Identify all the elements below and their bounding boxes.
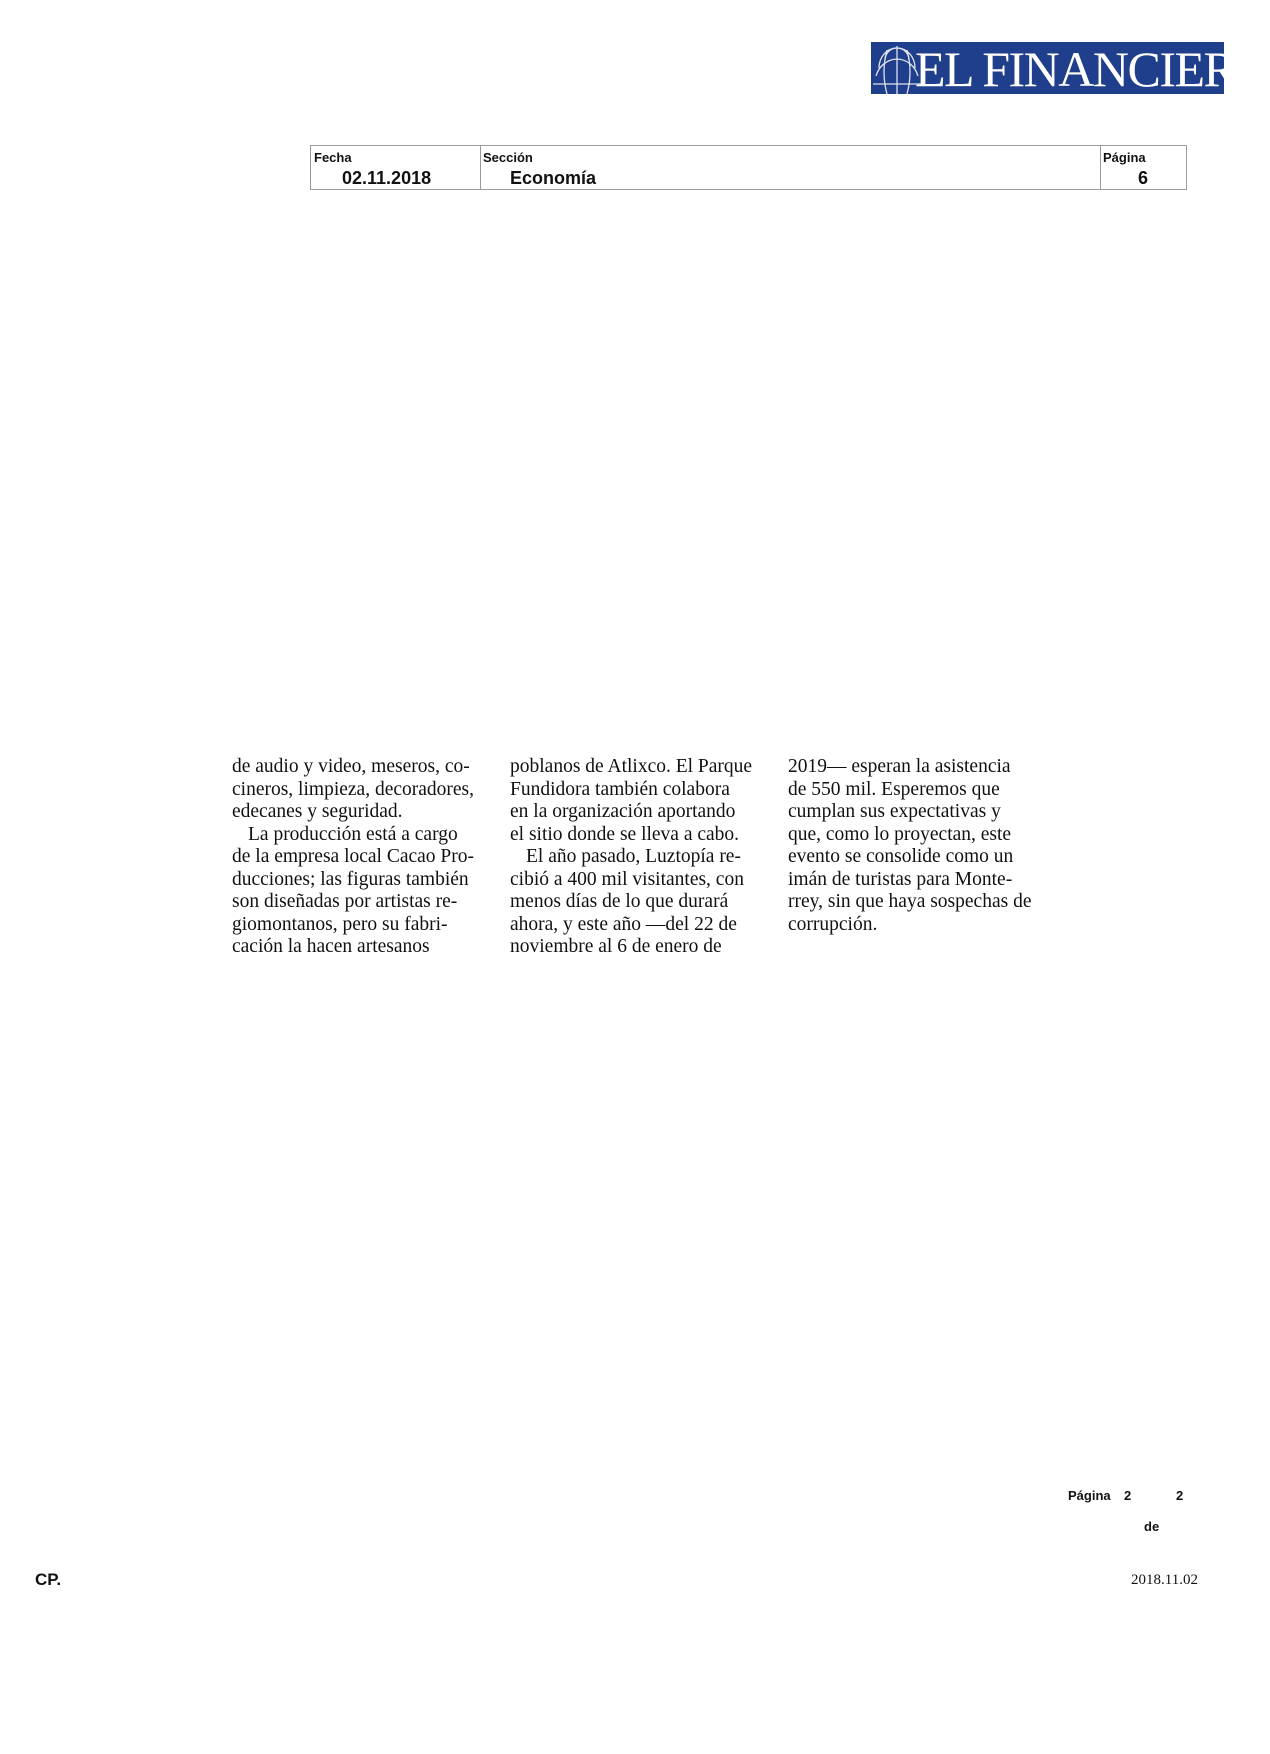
footer-page-current: 2 (1124, 1488, 1132, 1503)
article-line: son diseñadas por artistas re- (232, 891, 458, 912)
logo-wordmark: EL FINANCIERO (915, 41, 1270, 97)
article-line: cación la hacen artesanos (232, 936, 430, 957)
article-line: cumplan sus expectativas y (788, 801, 1001, 822)
cp-mark: CP. (35, 1570, 62, 1589)
article-line: cineros, limpieza, decoradores, (232, 778, 475, 800)
article-column-1 (232, 756, 500, 959)
article-line: el sitio donde se lleva a cabo. (510, 823, 740, 845)
article-line: de la empresa local Cacao Pro- (232, 846, 475, 867)
article-line: corrupción. (788, 913, 878, 935)
article-line: de audio y video, meseros, co- (232, 756, 470, 777)
footer-page-label: Página (1068, 1488, 1111, 1503)
footer-page-of: de (1144, 1519, 1160, 1534)
article-line: giomontanos, pero su fabri- (232, 913, 448, 935)
seccion-value: Economía (510, 168, 597, 188)
footer-page-total: 2 (1176, 1488, 1184, 1503)
article-line: El año pasado, Luztopía re- (526, 846, 741, 867)
article-line: cibió a 400 mil visitantes, con (510, 868, 744, 890)
fecha-value: 02.11.2018 (342, 168, 432, 188)
article-line: 2019— esperan la asistencia (788, 756, 1011, 777)
fecha-cell (311, 146, 481, 189)
article-line: menos días de lo que durará (510, 891, 729, 912)
article-line: imán de turistas para Monte- (788, 868, 1013, 890)
article-line: que, como lo proyectan, este (788, 823, 1012, 845)
el-financiero-logo (871, 41, 1270, 97)
article-line: rrey, sin que haya sospechas de (788, 891, 1032, 912)
fecha-label: Fecha (314, 150, 352, 165)
pagina-label: Página (1103, 150, 1146, 165)
print-date: 2018.11.02 (1131, 1572, 1198, 1588)
clipping-header (310, 145, 1187, 190)
article-line: evento se consolide como un (788, 846, 1014, 867)
article-column-3 (788, 756, 1056, 936)
article-line: La producción está a cargo (248, 823, 458, 845)
article-line: ducciones; las figuras también (232, 868, 469, 890)
article-line: ahora, y este año —del 22 de (510, 913, 737, 935)
seccion-label: Sección (483, 150, 533, 165)
seccion-cell (480, 146, 1101, 189)
pagina-value: 6 (1138, 168, 1149, 188)
article-line: Fundidora también colabora (510, 778, 730, 800)
pagina-cell (1100, 146, 1186, 189)
article-line: poblanos de Atlixco. El Parque (510, 756, 753, 777)
article-line: en la organización aportando (510, 801, 736, 822)
article-column-2 (510, 756, 778, 959)
article-line: de 550 mil. Esperemos que (788, 778, 1000, 800)
article-line: edecanes y seguridad. (232, 801, 403, 822)
article-line: noviembre al 6 de enero de (510, 936, 722, 957)
